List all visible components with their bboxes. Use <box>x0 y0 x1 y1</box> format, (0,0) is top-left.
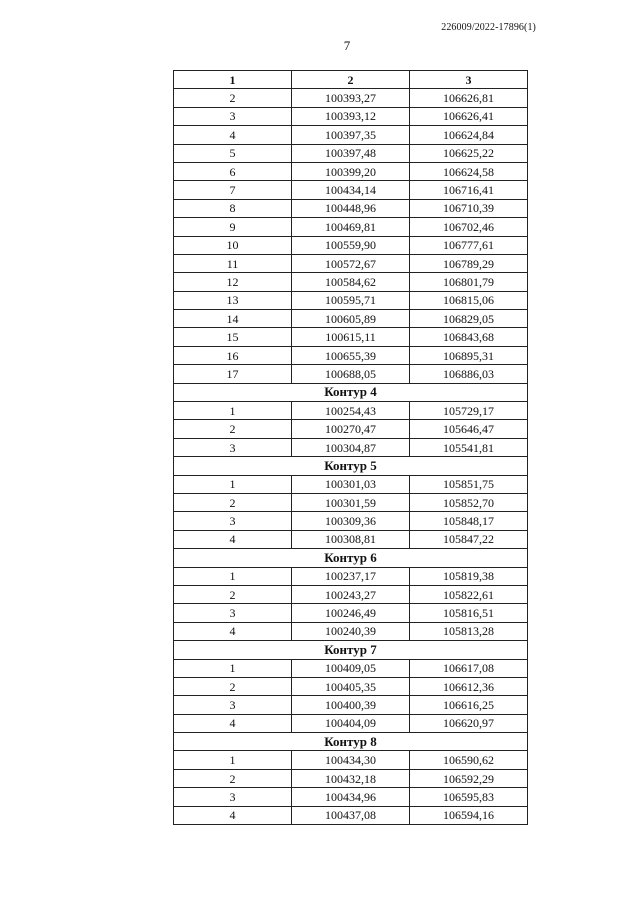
y-coordinate-cell: 106895,31 <box>410 346 528 364</box>
x-coordinate-cell: 100400,39 <box>292 696 410 714</box>
table-row <box>174 714 528 732</box>
coordinates-table <box>173 70 528 825</box>
table-row <box>174 144 528 162</box>
point-number-cell: 10 <box>174 236 292 254</box>
y-coordinate-cell: 106829,05 <box>410 310 528 328</box>
y-coordinate-cell: 106710,39 <box>410 199 528 217</box>
y-coordinate-cell: 106617,08 <box>410 659 528 677</box>
point-number-cell: 3 <box>174 604 292 622</box>
point-number-cell: 15 <box>174 328 292 346</box>
table-row <box>174 751 528 769</box>
table-row <box>174 107 528 125</box>
table-row <box>174 604 528 622</box>
table-row <box>174 310 528 328</box>
x-coordinate-cell: 100434,30 <box>292 751 410 769</box>
table-row <box>174 659 528 677</box>
x-coordinate-cell: 100240,39 <box>292 622 410 640</box>
column-header: 2 <box>292 71 410 89</box>
y-coordinate-cell: 106716,41 <box>410 181 528 199</box>
point-number-cell: 2 <box>174 677 292 695</box>
x-coordinate-cell: 100309,36 <box>292 512 410 530</box>
point-number-cell: 14 <box>174 310 292 328</box>
point-number-cell: 13 <box>174 291 292 309</box>
y-coordinate-cell: 106592,29 <box>410 769 528 787</box>
point-number-cell: 4 <box>174 530 292 548</box>
x-coordinate-cell: 100237,17 <box>292 567 410 585</box>
y-coordinate-cell: 106612,36 <box>410 677 528 695</box>
table-row <box>174 530 528 548</box>
point-number-cell: 8 <box>174 199 292 217</box>
y-coordinate-cell: 105822,61 <box>410 585 528 603</box>
x-coordinate-cell: 100399,20 <box>292 162 410 180</box>
point-number-cell: 4 <box>174 126 292 144</box>
contour-title: Контур 8 <box>174 733 528 751</box>
table-row <box>174 475 528 493</box>
y-coordinate-cell: 106624,58 <box>410 162 528 180</box>
x-coordinate-cell: 100397,35 <box>292 126 410 144</box>
x-coordinate-cell: 100270,47 <box>292 420 410 438</box>
x-coordinate-cell: 100595,71 <box>292 291 410 309</box>
document-id: 226009/2022-17896(1) <box>441 22 536 33</box>
table-row <box>174 365 528 383</box>
point-number-cell: 1 <box>174 402 292 420</box>
x-coordinate-cell: 100393,27 <box>292 89 410 107</box>
table-row <box>174 567 528 585</box>
table-row <box>174 788 528 806</box>
table-row <box>174 512 528 530</box>
x-coordinate-cell: 100559,90 <box>292 236 410 254</box>
y-coordinate-cell: 106625,22 <box>410 144 528 162</box>
x-coordinate-cell: 100469,81 <box>292 218 410 236</box>
y-coordinate-cell: 106886,03 <box>410 365 528 383</box>
y-coordinate-cell: 106843,68 <box>410 328 528 346</box>
contour-title-row <box>174 733 528 751</box>
column-header: 3 <box>410 71 528 89</box>
x-coordinate-cell: 100572,67 <box>292 254 410 272</box>
y-coordinate-cell: 106624,84 <box>410 126 528 144</box>
y-coordinate-cell: 106594,16 <box>410 806 528 824</box>
table-row <box>174 346 528 364</box>
point-number-cell: 12 <box>174 273 292 291</box>
point-number-cell: 6 <box>174 162 292 180</box>
point-number-cell: 2 <box>174 493 292 511</box>
y-coordinate-cell: 106616,25 <box>410 696 528 714</box>
table-body <box>174 89 528 825</box>
y-coordinate-cell: 106620,97 <box>410 714 528 732</box>
point-number-cell: 3 <box>174 788 292 806</box>
y-coordinate-cell: 105646,47 <box>410 420 528 438</box>
y-coordinate-cell: 106789,29 <box>410 254 528 272</box>
table-row <box>174 181 528 199</box>
point-number-cell: 3 <box>174 696 292 714</box>
y-coordinate-cell: 106777,61 <box>410 236 528 254</box>
table-row <box>174 218 528 236</box>
point-number-cell: 7 <box>174 181 292 199</box>
table-row <box>174 493 528 511</box>
table-row <box>174 585 528 603</box>
point-number-cell: 4 <box>174 714 292 732</box>
table-row <box>174 622 528 640</box>
contour-title: Контур 5 <box>174 457 528 475</box>
x-coordinate-cell: 100304,87 <box>292 438 410 456</box>
x-coordinate-cell: 100432,18 <box>292 769 410 787</box>
y-coordinate-cell: 106595,83 <box>410 788 528 806</box>
x-coordinate-cell: 100655,39 <box>292 346 410 364</box>
y-coordinate-cell: 105851,75 <box>410 475 528 493</box>
table-row <box>174 438 528 456</box>
column-header: 1 <box>174 71 292 89</box>
table-row <box>174 677 528 695</box>
y-coordinate-cell: 106626,41 <box>410 107 528 125</box>
y-coordinate-cell: 105813,28 <box>410 622 528 640</box>
point-number-cell: 3 <box>174 438 292 456</box>
x-coordinate-cell: 100434,14 <box>292 181 410 199</box>
page-number: 7 <box>343 38 351 53</box>
point-number-cell: 2 <box>174 769 292 787</box>
point-number-cell: 2 <box>174 420 292 438</box>
x-coordinate-cell: 100393,12 <box>292 107 410 125</box>
point-number-cell: 1 <box>174 567 292 585</box>
x-coordinate-cell: 100584,62 <box>292 273 410 291</box>
y-coordinate-cell: 106702,46 <box>410 218 528 236</box>
y-coordinate-cell: 105848,17 <box>410 512 528 530</box>
y-coordinate-cell: 106626,81 <box>410 89 528 107</box>
y-coordinate-cell: 105729,17 <box>410 402 528 420</box>
contour-title-row <box>174 457 528 475</box>
y-coordinate-cell: 105847,22 <box>410 530 528 548</box>
x-coordinate-cell: 100404,09 <box>292 714 410 732</box>
y-coordinate-cell: 105541,81 <box>410 438 528 456</box>
point-number-cell: 2 <box>174 585 292 603</box>
x-coordinate-cell: 100254,43 <box>292 402 410 420</box>
contour-title-row <box>174 641 528 659</box>
x-coordinate-cell: 100308,81 <box>292 530 410 548</box>
table-row <box>174 89 528 107</box>
table-row <box>174 420 528 438</box>
contour-title-row <box>174 549 528 567</box>
y-coordinate-cell: 105816,51 <box>410 604 528 622</box>
y-coordinate-cell: 105819,38 <box>410 567 528 585</box>
point-number-cell: 1 <box>174 475 292 493</box>
table-row <box>174 769 528 787</box>
point-number-cell: 17 <box>174 365 292 383</box>
x-coordinate-cell: 100409,05 <box>292 659 410 677</box>
point-number-cell: 2 <box>174 89 292 107</box>
point-number-cell: 1 <box>174 659 292 677</box>
table-row <box>174 126 528 144</box>
table-row <box>174 236 528 254</box>
point-number-cell: 16 <box>174 346 292 364</box>
x-coordinate-cell: 100688,05 <box>292 365 410 383</box>
contour-title: Контур 7 <box>174 641 528 659</box>
x-coordinate-cell: 100615,11 <box>292 328 410 346</box>
table-row <box>174 273 528 291</box>
point-number-cell: 11 <box>174 254 292 272</box>
table-row <box>174 402 528 420</box>
x-coordinate-cell: 100605,89 <box>292 310 410 328</box>
x-coordinate-cell: 100301,03 <box>292 475 410 493</box>
x-coordinate-cell: 100434,96 <box>292 788 410 806</box>
x-coordinate-cell: 100246,49 <box>292 604 410 622</box>
y-coordinate-cell: 106815,06 <box>410 291 528 309</box>
x-coordinate-cell: 100301,59 <box>292 493 410 511</box>
y-coordinate-cell: 106801,79 <box>410 273 528 291</box>
contour-title: Контур 4 <box>174 383 528 401</box>
x-coordinate-cell: 100448,96 <box>292 199 410 217</box>
point-number-cell: 3 <box>174 512 292 530</box>
contour-title-row <box>174 383 528 401</box>
table-row <box>174 696 528 714</box>
point-number-cell: 5 <box>174 144 292 162</box>
contour-title: Контур 6 <box>174 549 528 567</box>
table-row <box>174 328 528 346</box>
table-header-row <box>174 71 528 89</box>
x-coordinate-cell: 100405,35 <box>292 677 410 695</box>
table-row <box>174 806 528 824</box>
point-number-cell: 4 <box>174 622 292 640</box>
point-number-cell: 4 <box>174 806 292 824</box>
point-number-cell: 9 <box>174 218 292 236</box>
table-row <box>174 162 528 180</box>
point-number-cell: 1 <box>174 751 292 769</box>
x-coordinate-cell: 100397,48 <box>292 144 410 162</box>
table-row <box>174 199 528 217</box>
x-coordinate-cell: 100243,27 <box>292 585 410 603</box>
y-coordinate-cell: 106590,62 <box>410 751 528 769</box>
table-row <box>174 254 528 272</box>
table-row <box>174 291 528 309</box>
x-coordinate-cell: 100437,08 <box>292 806 410 824</box>
y-coordinate-cell: 105852,70 <box>410 493 528 511</box>
point-number-cell: 3 <box>174 107 292 125</box>
